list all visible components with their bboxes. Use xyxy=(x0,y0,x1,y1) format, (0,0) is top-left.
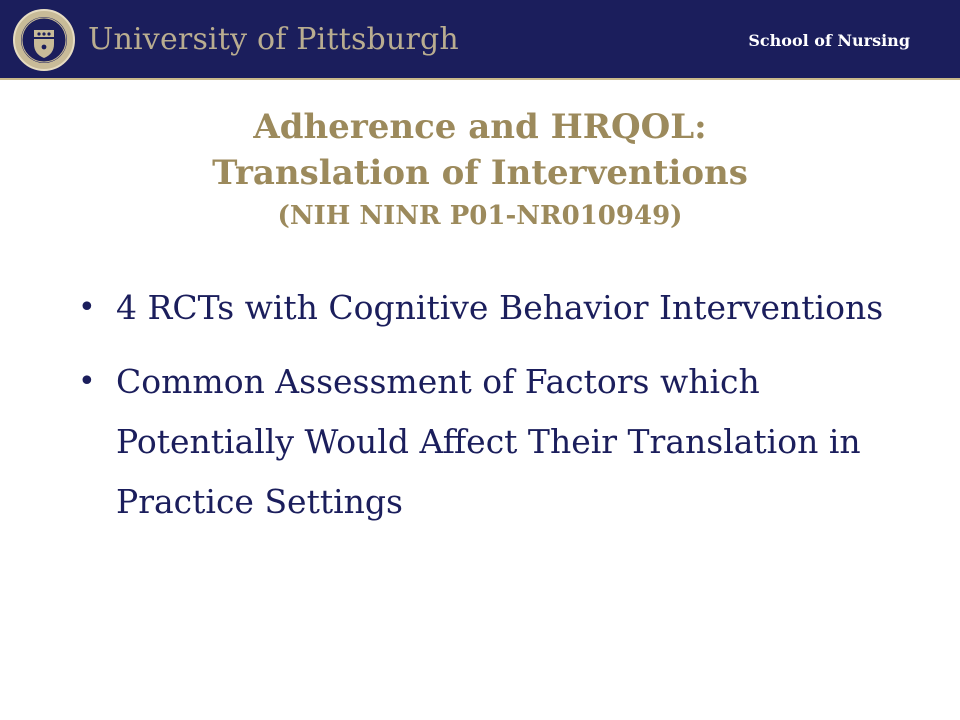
university-wordmark: University of Pittsburgh xyxy=(88,22,459,57)
bullet-marker: • xyxy=(78,290,96,325)
school-name: School of Nursing xyxy=(748,31,910,50)
bullet-text: 4 RCTs with Cognitive Behavior Interventions xyxy=(116,288,884,327)
title-line-2: Translation of Interventions xyxy=(212,153,748,193)
title-line-1: Adherence and HRQOL: xyxy=(253,107,707,147)
bullet-text: Common Assessment of Factors which Potentially Would Affect Their Translation in Practice Settings xyxy=(116,362,861,521)
bullet-item xyxy=(78,278,918,338)
bullet-list xyxy=(78,278,918,546)
university-seal-icon xyxy=(12,8,76,72)
slide-title xyxy=(80,104,880,236)
bullet-marker: • xyxy=(78,364,96,399)
bullet-item xyxy=(78,352,918,532)
header-bar xyxy=(0,0,960,80)
title-subtitle: (NIH NINR P01-NR010949) xyxy=(277,201,683,231)
